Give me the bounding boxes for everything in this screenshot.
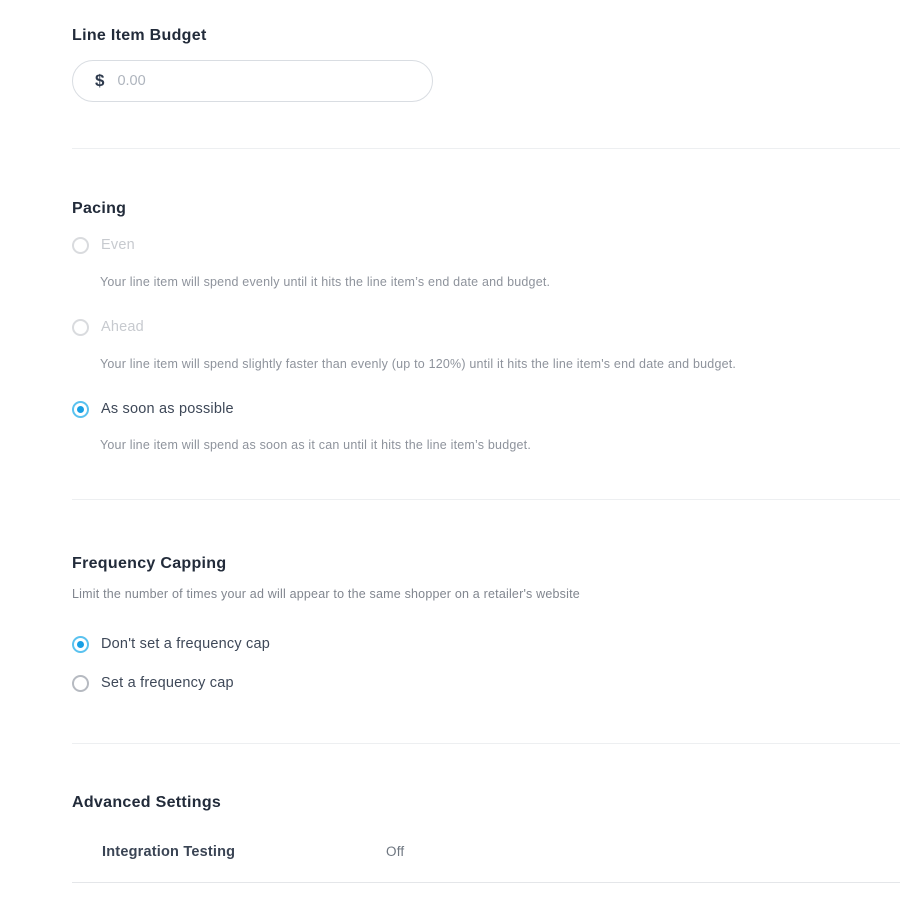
integration-testing-row[interactable] — [102, 843, 900, 860]
radio-selected-icon — [72, 636, 89, 653]
pacing-title: Pacing — [72, 200, 127, 217]
advanced-settings-title: Advanced Settings — [72, 794, 222, 811]
dollar-icon: $ — [95, 71, 105, 90]
pacing-option-even-description: Your line item will spend evenly until it hits the line item’s end date and budget. — [100, 275, 551, 289]
pacing-option-even[interactable] — [72, 236, 900, 254]
integration-testing-label: Integration Testing — [102, 843, 236, 860]
radio-unselected-icon — [72, 675, 89, 692]
radio-unselected-icon — [72, 319, 89, 336]
section-divider — [72, 882, 900, 883]
section-divider — [72, 499, 900, 500]
line-item-settings-form — [0, 26, 900, 883]
pacing-option-ahead-description: Your line item will spend slightly faster than evenly (up to 120%) until it hits the line item's end date and budget. — [100, 357, 737, 371]
radio-selected-icon — [72, 401, 89, 418]
budget-input-group — [72, 60, 433, 102]
pacing-option-asap-description: Your line item will spend as soon as it can until it hits the line item’s budget. — [100, 438, 532, 452]
frequency-option-set-cap-label: Set a frequency cap — [101, 675, 234, 691]
frequency-option-set-cap[interactable] — [72, 674, 900, 692]
section-divider — [72, 148, 900, 149]
section-divider — [72, 743, 900, 744]
pacing-option-asap[interactable] — [72, 400, 900, 418]
integration-testing-value: Off — [386, 844, 405, 859]
frequency-capping-title: Frequency Capping — [72, 555, 227, 572]
pacing-option-asap-label: As soon as possible — [101, 401, 234, 417]
radio-unselected-icon — [72, 237, 89, 254]
pacing-option-ahead[interactable] — [72, 318, 900, 336]
frequency-capping-subtitle: Limit the number of times your ad will appear to the same shopper on a retailer's website — [72, 587, 580, 601]
budget-input[interactable] — [117, 61, 432, 101]
line-item-budget-title: Line Item Budget — [72, 27, 207, 44]
frequency-option-no-cap-label: Don't set a frequency cap — [101, 636, 270, 652]
frequency-option-no-cap[interactable] — [72, 635, 900, 653]
pacing-option-even-label: Even — [101, 237, 135, 253]
pacing-option-ahead-label: Ahead — [101, 319, 144, 335]
